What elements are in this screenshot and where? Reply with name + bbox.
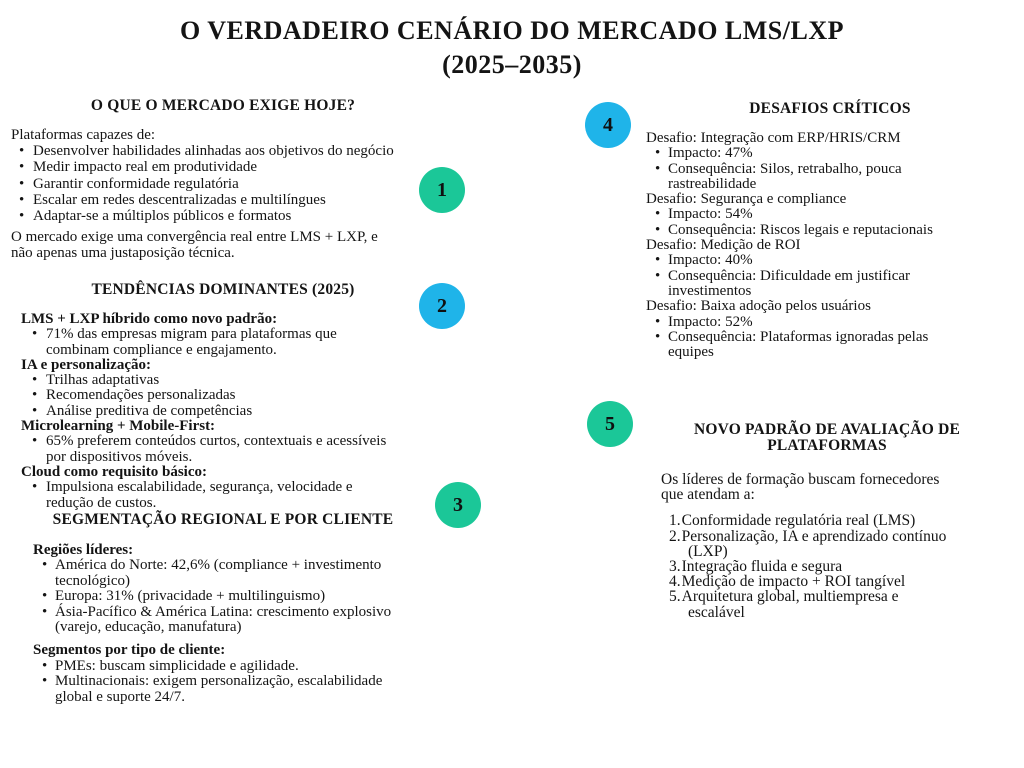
line-text: (LXP)	[688, 542, 728, 560]
text-line	[20, 434, 438, 449]
step-marker-4-label: 4	[603, 113, 613, 136]
line-text: 65% preferem conteúdos curtos, contextuais e acessíveis	[46, 433, 387, 450]
line-text: Personalização, IA e aprendizado contínuo	[681, 527, 947, 545]
text-line	[660, 605, 1002, 620]
line-text: Cloud como requisito básico:	[21, 463, 207, 480]
line-text: Análise preditiva de competências	[46, 402, 253, 419]
section-market-demands-body	[8, 127, 438, 262]
line-text: Consequência: Dificuldade em justificar	[668, 267, 910, 284]
line-text: Microlearning + Mobile-First:	[21, 418, 216, 435]
step-marker-2-label: 2	[437, 294, 447, 317]
step-marker-5-label: 5	[605, 412, 615, 435]
section-market-demands-heading: O QUE O MERCADO EXIGE HOJE?	[90, 97, 356, 114]
line-text: Consequência: Riscos legais e reputacionais	[668, 221, 933, 238]
line-text: Regiões líderes:	[33, 542, 134, 558]
line-text: Recomendações personalizadas	[46, 387, 236, 404]
text-line	[645, 177, 1020, 192]
text-line	[645, 207, 1020, 222]
text-line	[660, 529, 1002, 544]
line-text: Ásia-Pacífico & América Latina: crescimento explosivo	[55, 603, 392, 620]
text-line	[645, 315, 1020, 330]
step-marker-1	[419, 167, 465, 213]
line-text: Consequência: Silos, retrabalho, pouca	[668, 160, 902, 177]
section-regional-segmentation-body	[8, 543, 438, 705]
line-text: Escalar em redes descentralizadas e multilíngues	[33, 191, 326, 208]
line-text: Trilhas adaptativas	[46, 372, 160, 389]
text-line	[645, 299, 1020, 314]
line-text: Consequência: Plataformas ignoradas pelas	[668, 328, 929, 345]
section-market-demands	[8, 97, 438, 262]
text-line	[20, 343, 438, 358]
list-number: 3.	[669, 558, 681, 576]
line-text: Garantir conformidade regulatória	[33, 175, 239, 192]
list-number: 1.	[669, 512, 681, 530]
line-text: Segmentos por tipo de cliente:	[33, 642, 226, 659]
list-number: 2.	[669, 527, 681, 545]
section-evaluation-standard-heading-line2: PLATAFORMAS	[767, 436, 887, 454]
text-line	[660, 574, 1002, 589]
step-marker-5	[587, 401, 633, 447]
line-text: equipes	[668, 344, 714, 361]
line-text: Conformidade regulatória real (LMS)	[681, 512, 916, 530]
line-text: Arquitetura global, multiempresa e	[681, 588, 899, 606]
text-line	[20, 465, 438, 480]
line-text: Desenvolver habilidades alinhadas aos objetivos do negócio	[33, 143, 394, 160]
step-marker-2	[419, 283, 465, 329]
text-line	[660, 544, 1002, 559]
text-line	[10, 143, 438, 159]
text-line	[20, 404, 438, 419]
line-text: Plataformas capazes de:	[11, 127, 156, 143]
text-line	[645, 146, 1020, 161]
section-dominant-trends	[8, 281, 438, 511]
text-line	[20, 450, 438, 465]
text-line	[645, 131, 1020, 146]
line-text: Impacto: 54%	[668, 206, 753, 223]
text-line	[32, 690, 438, 705]
line-text: Medir impacto real em produtividade	[33, 159, 258, 176]
text-line	[32, 558, 438, 573]
text-line	[645, 253, 1020, 268]
line-text: Desafio: Integração com ERP/HRIS/CRM	[646, 130, 901, 146]
text-line	[32, 643, 438, 658]
text-line	[645, 269, 1020, 284]
section-evaluation-standard-body	[652, 472, 1002, 620]
text-line	[10, 176, 438, 192]
text-line	[660, 559, 1002, 574]
list-number: 4.	[669, 573, 681, 591]
line-text: tecnológico)	[55, 572, 130, 589]
section-evaluation-standard-heading-line1: NOVO PADRÃO DE AVALIAÇÃO DE	[693, 421, 961, 438]
line-text: Os líderes de formação buscam fornecedores	[661, 471, 940, 488]
line-text: Adaptar-se a múltiplos públicos e formatos	[33, 208, 292, 225]
text-line	[20, 358, 438, 373]
text-line	[10, 208, 438, 224]
section-regional-segmentation-heading: SEGMENTAÇÃO REGIONAL E POR CLIENTE	[52, 511, 394, 528]
line-text: Medição de impacto + ROI tangível	[681, 573, 906, 591]
line-text: rastreabilidade	[668, 175, 757, 192]
line-text: global e suporte 24/7.	[55, 688, 185, 705]
text-line	[20, 388, 438, 403]
line-text: combinam compliance e engajamento.	[46, 341, 277, 358]
section-dominant-trends-body	[8, 312, 438, 511]
line-text: Desafio: Baixa adoção pelos usuários	[646, 298, 871, 315]
section-evaluation-standard-heading	[652, 422, 1002, 453]
text-line	[10, 192, 438, 208]
text-line	[20, 373, 438, 388]
line-text: IA e personalização:	[21, 356, 151, 373]
step-marker-4	[585, 102, 631, 148]
page-title	[0, 14, 1024, 82]
step-marker-3	[435, 482, 481, 528]
line-text: Multinacionais: exigem personalização, escalabilidade	[55, 673, 383, 690]
text-line	[645, 345, 1020, 360]
text-line	[20, 496, 438, 511]
section-critical-challenges-heading: DESAFIOS CRÍTICOS	[749, 100, 911, 117]
page-title-line2: (2025–2035)	[442, 50, 582, 79]
text-line	[32, 605, 438, 620]
text-line	[32, 674, 438, 689]
text-line	[645, 223, 1020, 238]
text-line	[645, 192, 1020, 207]
section-critical-challenges-body	[640, 131, 1020, 360]
text-line	[660, 589, 1002, 604]
text-line	[645, 162, 1020, 177]
section-regional-segmentation	[8, 511, 438, 705]
line-text: Integração fluida e segura	[681, 558, 843, 576]
text-line	[645, 330, 1020, 345]
line-text: Desafio: Segurança e compliance	[646, 191, 847, 208]
line-text: escalável	[688, 603, 745, 621]
line-text: PMEs: buscam simplicidade e agilidade.	[55, 657, 299, 674]
line-text: Impacto: 40%	[668, 252, 753, 269]
text-line	[660, 487, 1002, 502]
text-line	[32, 620, 438, 635]
line-text: Desafio: Medição de ROI	[646, 237, 801, 254]
text-line	[32, 574, 438, 589]
line-text: redução de custos.	[46, 494, 157, 511]
line-text: Impacto: 52%	[668, 313, 753, 330]
text-line	[32, 543, 438, 558]
step-marker-1-label: 1	[437, 178, 447, 201]
section-critical-challenges	[640, 100, 1020, 360]
text-line	[10, 159, 438, 175]
section-dominant-trends-heading: TENDÊNCIAS DOMINANTES (2025)	[91, 281, 355, 298]
text-line	[20, 327, 438, 342]
text-line	[645, 238, 1020, 253]
text-line	[20, 312, 438, 327]
text-line	[645, 284, 1020, 299]
line-text: América do Norte: 42,6% (compliance + investimento	[55, 557, 382, 574]
line-text: investimentos	[668, 282, 752, 299]
line-text: Impulsiona escalabilidade, segurança, velocidade e	[46, 479, 353, 496]
text-line	[32, 659, 438, 674]
text-line	[660, 513, 1002, 528]
line-text: por dispositivos móveis.	[46, 448, 193, 465]
text-line	[10, 229, 438, 245]
line-text: (varejo, educação, manufatura)	[55, 619, 242, 636]
line-text: 71% das empresas migram para plataformas que	[46, 326, 337, 343]
text-line	[660, 472, 1002, 487]
line-text: LMS + LXP híbrido como novo padrão:	[21, 311, 278, 327]
line-text: Europa: 31% (privacidade + multilinguismo)	[55, 588, 326, 605]
line-text: Impacto: 47%	[668, 145, 753, 162]
text-line	[20, 419, 438, 434]
line-text: que atendam a:	[661, 486, 755, 504]
page-title-line1: O VERDADEIRO CENÁRIO DO MERCADO LMS/LXP	[179, 16, 844, 45]
text-line	[20, 480, 438, 495]
line-text: não apenas uma justaposição técnica.	[11, 245, 235, 262]
section-evaluation-standard	[652, 422, 1002, 620]
text-line	[10, 245, 438, 261]
text-line	[32, 589, 438, 604]
line-text: O mercado exige uma convergência real entre LMS + LXP, e	[11, 229, 378, 246]
text-line	[10, 127, 438, 143]
step-marker-3-label: 3	[453, 493, 463, 516]
list-number: 5.	[669, 588, 681, 606]
